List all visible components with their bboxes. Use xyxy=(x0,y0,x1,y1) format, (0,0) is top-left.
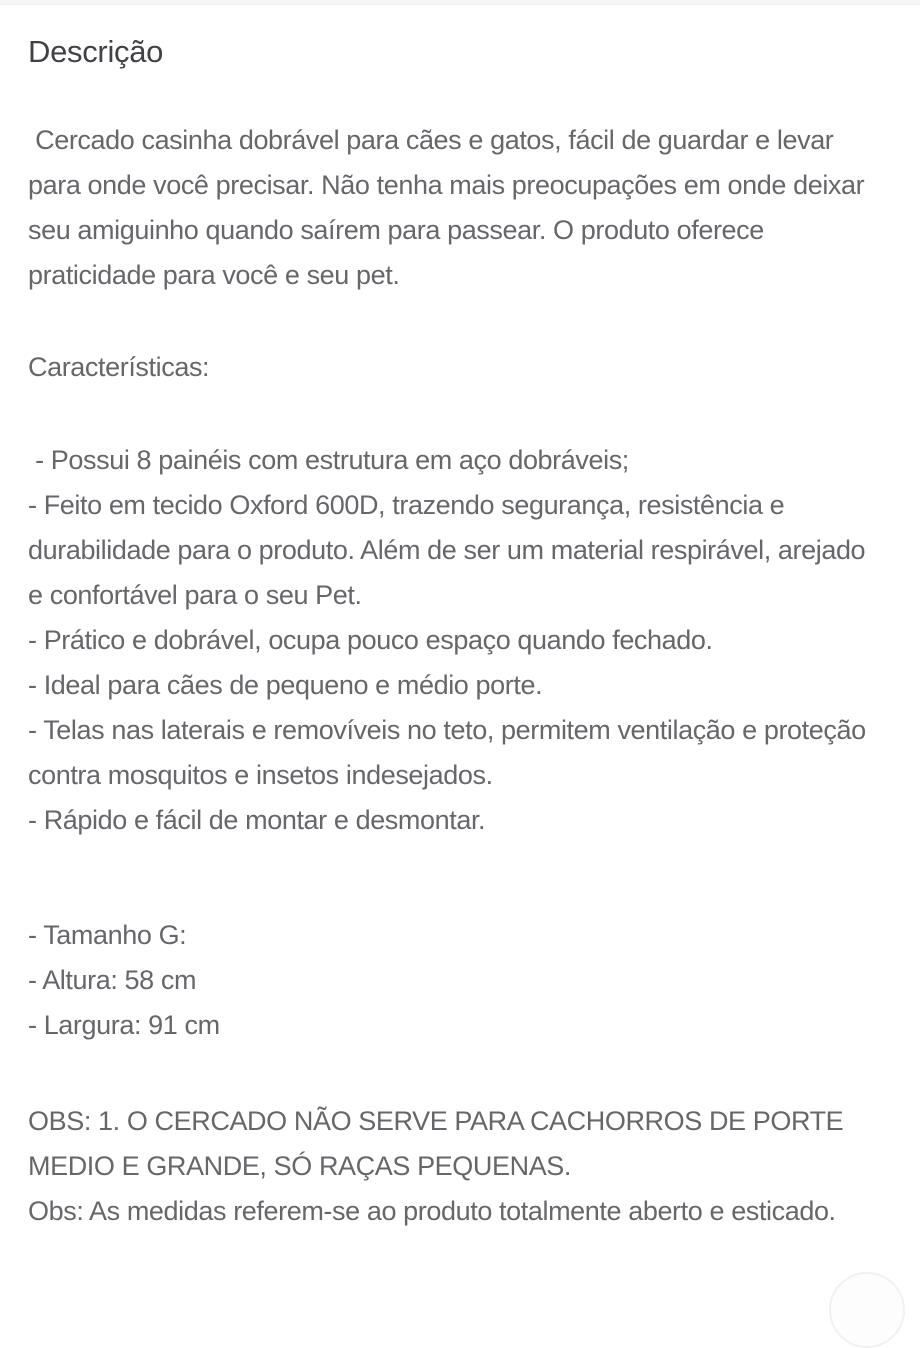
characteristics-heading: Características: xyxy=(28,352,210,382)
feature-item: - Ideal para cães de pequeno e médio porte. xyxy=(28,670,543,700)
notes-block xyxy=(28,1099,873,1234)
feature-item: - Possui 8 painéis com estrutura em aço dobráveis; xyxy=(28,445,629,475)
dimensions-list xyxy=(28,913,873,1048)
dimension-item-height: - Altura: 58 cm xyxy=(28,965,197,995)
note-warning: OBS: 1. O CERCADO NÃO SERVE PARA CACHORROS DE PORTE MEDIO E GRANDE, SÓ RAÇAS PEQUENAS. xyxy=(28,1106,851,1181)
features-list xyxy=(28,438,873,843)
feature-item: - Prático e dobrável, ocupa pouco espaço quando fechado. xyxy=(28,625,713,655)
floating-action-button-edge[interactable] xyxy=(829,1272,905,1348)
intro-paragraph: Cercado casinha dobrável para cães e gatos, fácil de guardar e levar para onde você precisar. Não tenha mais preocupações em onde deixar seu amiguinho quando saírem para passear. O produto oferece praticidade para você e seu pet. xyxy=(28,125,872,290)
feature-item: - Rápido e fácil de montar e desmontar. xyxy=(28,805,486,835)
dimension-item-size: - Tamanho G: xyxy=(28,920,187,950)
feature-item: - Telas nas laterais e removíveis no teto, permitem ventilação e proteção contra mosquitos e insetos indesejados. xyxy=(28,715,873,790)
dimension-item-width: - Largura: 91 cm xyxy=(28,1010,220,1040)
description-title: Descrição xyxy=(28,34,164,69)
description-section xyxy=(0,5,920,1234)
feature-item: - Feito em tecido Oxford 600D, trazendo segurança, resistência e durabilidade para o produto. Além de ser um material respirável, arejado e confortável para o seu Pet. xyxy=(28,490,873,610)
note-measures: Obs: As medidas referem-se ao produto totalmente aberto e esticado. xyxy=(28,1196,836,1226)
